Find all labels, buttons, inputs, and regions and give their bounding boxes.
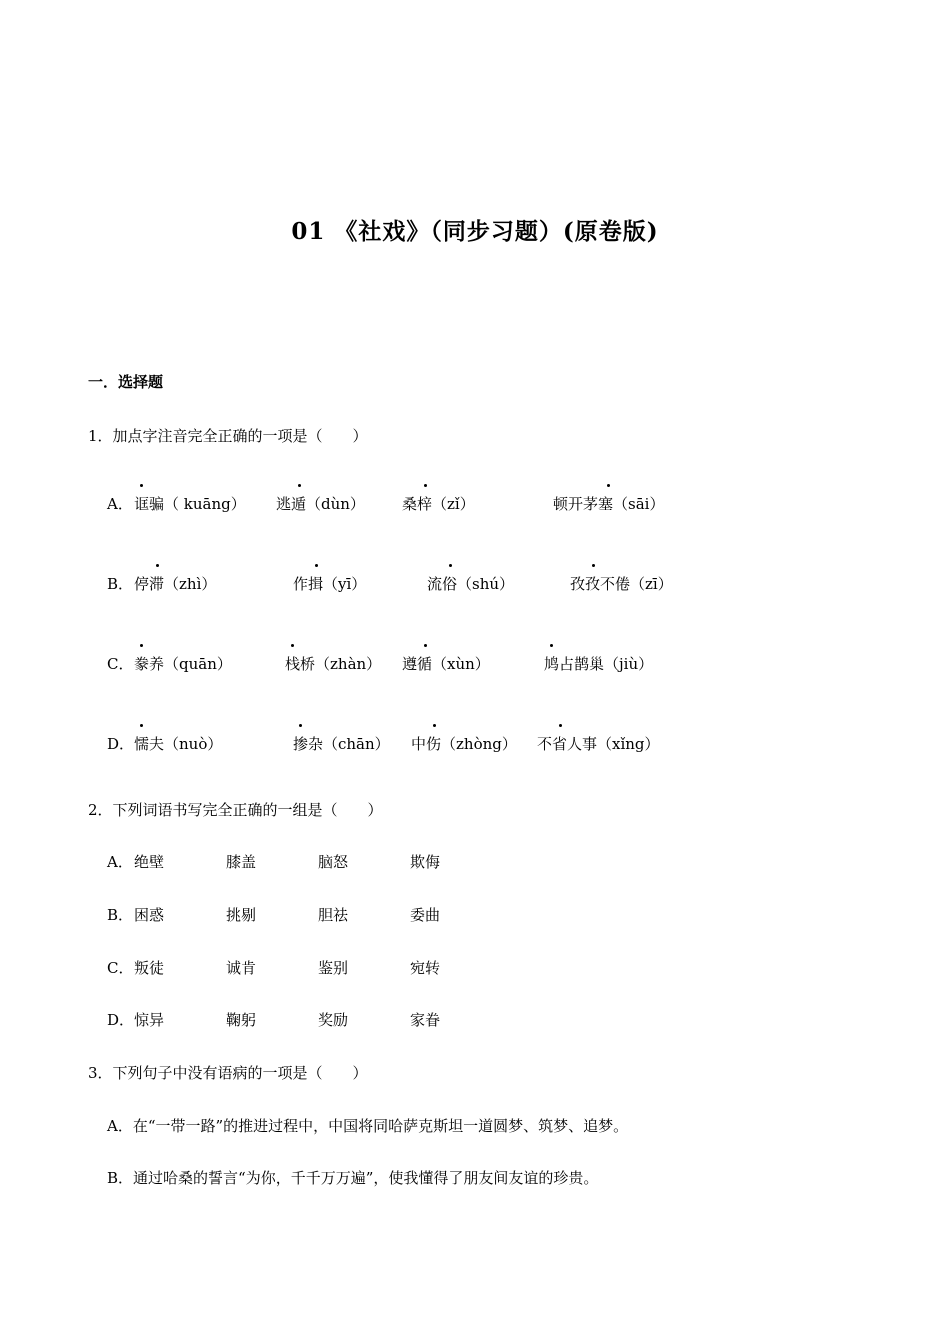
q1-option-d-item-1: 懦夫（nuò） — [134, 733, 222, 754]
q1-option-a-item-2: 逃遁（dùn） — [276, 493, 365, 514]
q2-option-b-letter: B． — [107, 906, 134, 924]
emphasis-dot — [592, 564, 595, 567]
q1-option-d-item-2: 掺杂（chān） — [293, 733, 390, 754]
q2-option-a-item-3: 脑怒 — [318, 853, 349, 871]
q1-option-c-item-2: 栈桥（zhàn） — [285, 653, 381, 674]
q2-option-d-item-1: 惊异 — [134, 1011, 165, 1029]
q1-option-b-item-1: 停滞（zhì） — [134, 573, 216, 594]
q1-option-d-letter: D． — [107, 735, 135, 753]
emphasis-dot — [449, 564, 452, 567]
emphasis-dot — [299, 724, 302, 727]
q1-option-c-item-3: 遵循（xùn） — [402, 653, 490, 674]
q1-option-a-item-1: 诓骗（ kuāng） — [134, 493, 246, 514]
q1-option-b-item-2: 作揖（yī） — [293, 573, 366, 594]
emphasis-dot — [291, 644, 294, 647]
q2-option-c-item-1: 叛徒 — [134, 959, 165, 977]
q2-option-b-item-3: 胆祛 — [318, 906, 349, 924]
q1-option-b-letter: B． — [107, 575, 134, 593]
question-1-stem: 1．加点字注音完全正确的一项是（ ） — [88, 427, 368, 445]
emphasis-dot — [424, 484, 427, 487]
q1-option-b-item-3: 流俗（shú） — [427, 573, 514, 594]
question-3-stem: 3．下列句子中没有语病的一项是（ ） — [88, 1064, 368, 1082]
emphasis-dot — [156, 564, 159, 567]
q2-option-b-item-4: 委曲 — [410, 906, 441, 924]
q1-option-a-item-4: 顿开茅塞（sāi） — [553, 493, 664, 514]
emphasis-dot — [559, 724, 562, 727]
section-heading: 一．选择题 — [88, 373, 164, 391]
q1-option-a-item-3: 桑梓（zǐ） — [402, 493, 475, 514]
emphasis-dot — [298, 484, 301, 487]
emphasis-dot — [550, 644, 553, 647]
q2-option-c-item-2: 诚肯 — [226, 959, 257, 977]
q2-option-a-item-1: 绝壁 — [134, 853, 165, 871]
q1-option-c-item-4: 鸠占鹊巢（jiù） — [544, 653, 653, 674]
q1-option-d-item-4: 不省人事（xǐng） — [537, 733, 660, 754]
emphasis-dot — [140, 644, 143, 647]
q2-option-a-letter: A． — [107, 853, 133, 871]
q2-option-b-item-1: 困惑 — [134, 906, 165, 924]
q2-option-d-item-3: 奖励 — [318, 1011, 349, 1029]
emphasis-dot — [315, 564, 318, 567]
question-2-stem: 2．下列词语书写完全正确的一组是（ ） — [88, 801, 383, 819]
q2-option-a-item-2: 膝盖 — [226, 853, 257, 871]
q2-option-c-item-3: 鉴别 — [318, 959, 349, 977]
q3-option-a: A．在“一带一路”的推进过程中，中国将同哈萨克斯坦一道圆梦、筑梦、追梦。 — [107, 1117, 629, 1135]
q2-option-b-item-2: 挑剔 — [226, 906, 257, 924]
q2-option-d-item-2: 鞠躬 — [226, 1011, 257, 1029]
q2-option-c-letter: C． — [107, 959, 134, 977]
emphasis-dot — [433, 724, 436, 727]
q1-option-d-item-3: 中伤（zhòng） — [411, 733, 517, 754]
emphasis-dot — [140, 724, 143, 727]
q1-option-b-item-4: 孜孜不倦（zī） — [570, 573, 673, 594]
emphasis-dot — [140, 484, 143, 487]
q3-option-b: B．通过哈桑的誓言“为你，千千万万遍”，使我懂得了朋友间友谊的珍贵。 — [107, 1169, 599, 1187]
q2-option-a-item-4: 欺侮 — [410, 853, 441, 871]
q1-option-c-item-1: 豢养（quān） — [134, 653, 232, 674]
emphasis-dot — [424, 644, 427, 647]
q2-option-d-letter: D． — [107, 1011, 135, 1029]
emphasis-dot — [607, 484, 610, 487]
q1-option-a-letter: A． — [107, 495, 133, 513]
page-title: 01 《社戏》（同步习题）(原卷版) — [291, 218, 659, 245]
q2-option-d-item-4: 家眷 — [410, 1011, 441, 1029]
q1-option-c-letter: C． — [107, 655, 134, 673]
q2-option-c-item-4: 宛转 — [410, 959, 441, 977]
